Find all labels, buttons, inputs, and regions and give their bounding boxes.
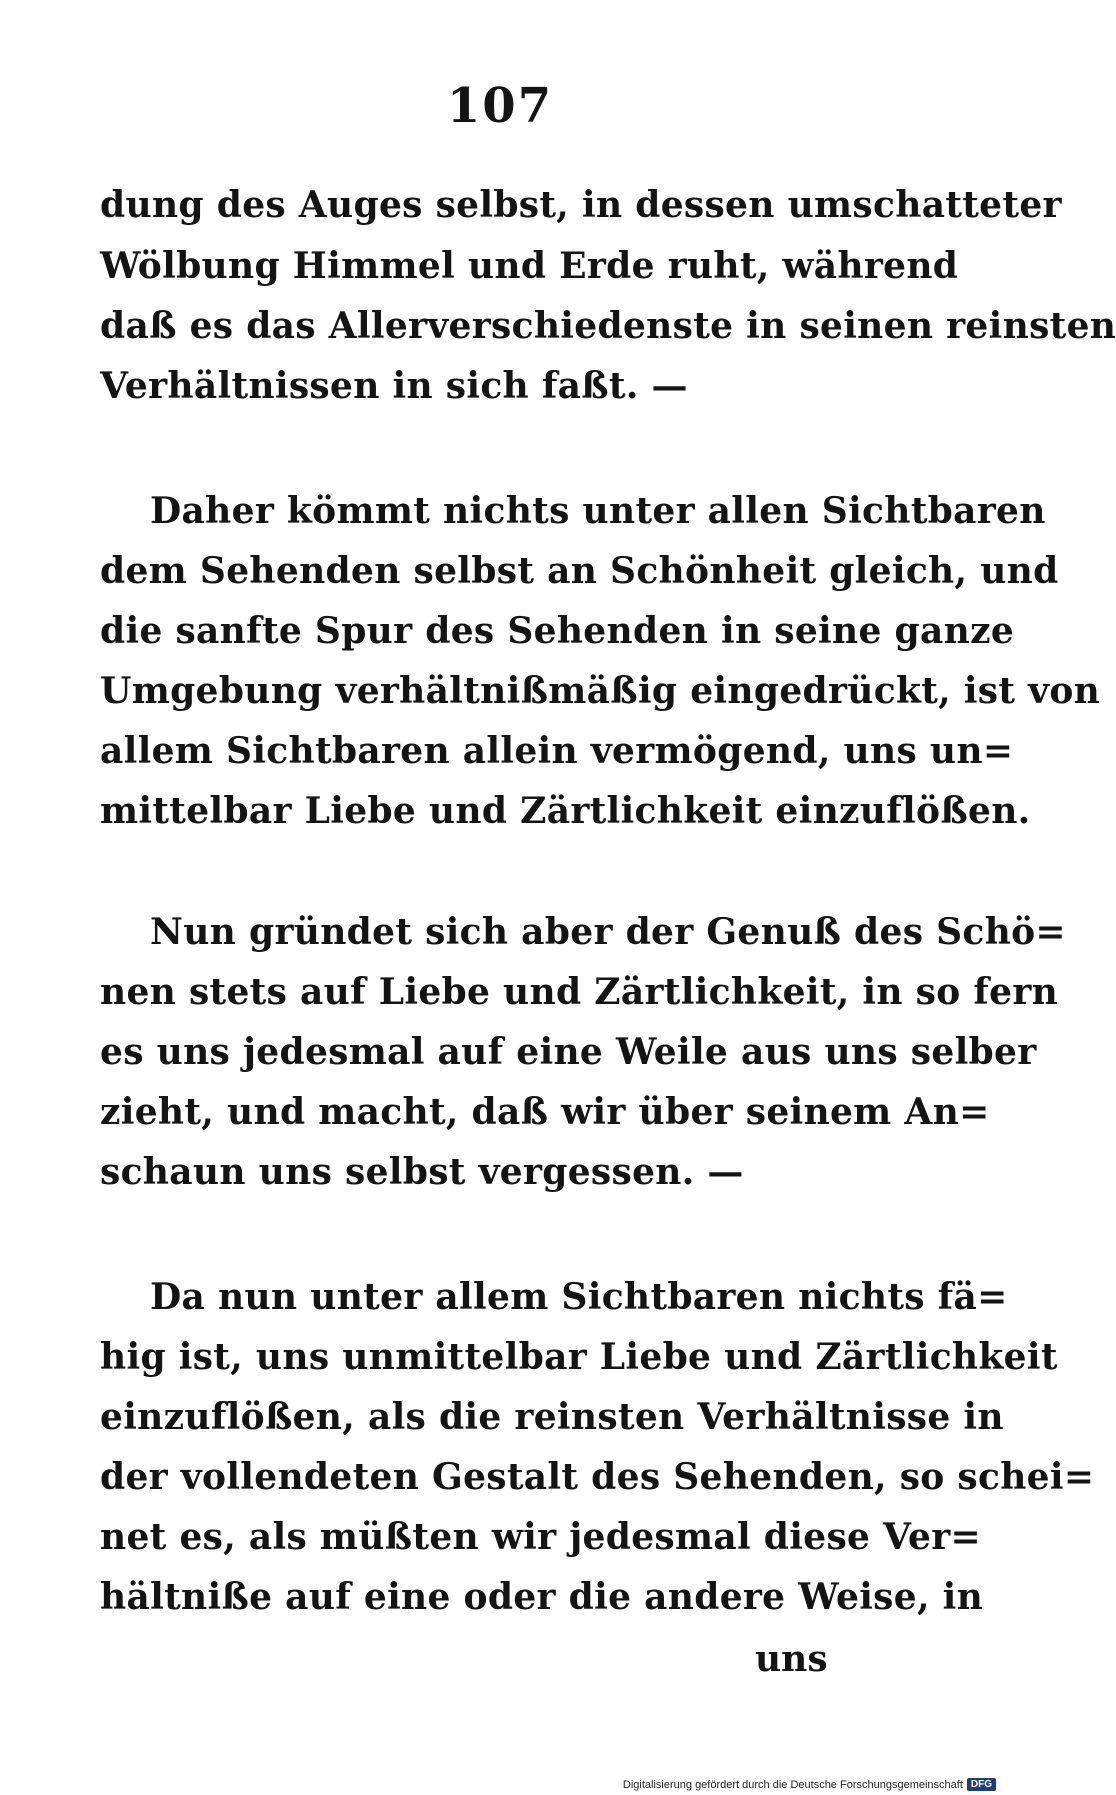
- text-line: Wölbung Himmel und Erde ruht, während: [100, 245, 959, 287]
- digitization-footer: [623, 1778, 996, 1791]
- text-line: zieht, und macht, daß wir über seinem An=: [100, 1091, 990, 1133]
- text-line: mittelbar Liebe und Zärtlichkeit einzuflößen.: [100, 790, 1031, 832]
- text-line: Da nun unter allem Sichtbaren nichts fä=: [150, 1276, 1008, 1318]
- text-line: daß es das Allerverschiedenste in seinen reinsten: [100, 305, 1116, 347]
- text-line: net es, als müßten wir jedesmal diese Ver=: [100, 1516, 981, 1558]
- text-line: dung des Auges selbst, in dessen umschatteter: [100, 184, 1062, 226]
- text-line: dem Sehenden selbst an Schönheit gleich, und: [100, 550, 1059, 592]
- text-line: Umgebung verhältnißmäßig eingedrückt, ist von: [100, 670, 1101, 712]
- text-line: Verhältnissen in sich faßt. —: [100, 365, 688, 407]
- text-line: die sanfte Spur des Sehenden in seine ganze: [100, 610, 1015, 652]
- text-line: Daher kömmt nichts unter allen Sichtbaren: [150, 490, 1046, 532]
- dfg-logo: DFG: [967, 1778, 996, 1791]
- catchword: uns: [755, 1638, 828, 1680]
- text-line: der vollendeten Gestalt des Sehenden, so schei=: [100, 1456, 1095, 1498]
- text-line: Nun gründet sich aber der Genuß des Schö=: [150, 911, 1066, 953]
- text-line: hig ist, uns unmittelbar Liebe und Zärtlichkeit: [100, 1336, 1058, 1378]
- text-line: hältniße auf eine oder die andere Weise, in: [100, 1576, 984, 1618]
- footer-text: Digitalisierung gefördert durch die Deutsche Forschungsgemeinschaft: [622, 1778, 963, 1791]
- text-line: es uns jedesmal auf eine Weile aus uns selber: [100, 1031, 1037, 1073]
- text-line: allem Sichtbaren allein vermögend, uns un=: [100, 730, 1014, 772]
- text-line: schaun uns selbst vergessen. —: [100, 1151, 744, 1193]
- text-line: einzuflößen, als die reinsten Verhältnisse in: [100, 1396, 1004, 1438]
- page-number: 107: [446, 78, 554, 134]
- text-line: nen stets auf Liebe und Zärtlichkeit, in so fern: [100, 971, 1059, 1013]
